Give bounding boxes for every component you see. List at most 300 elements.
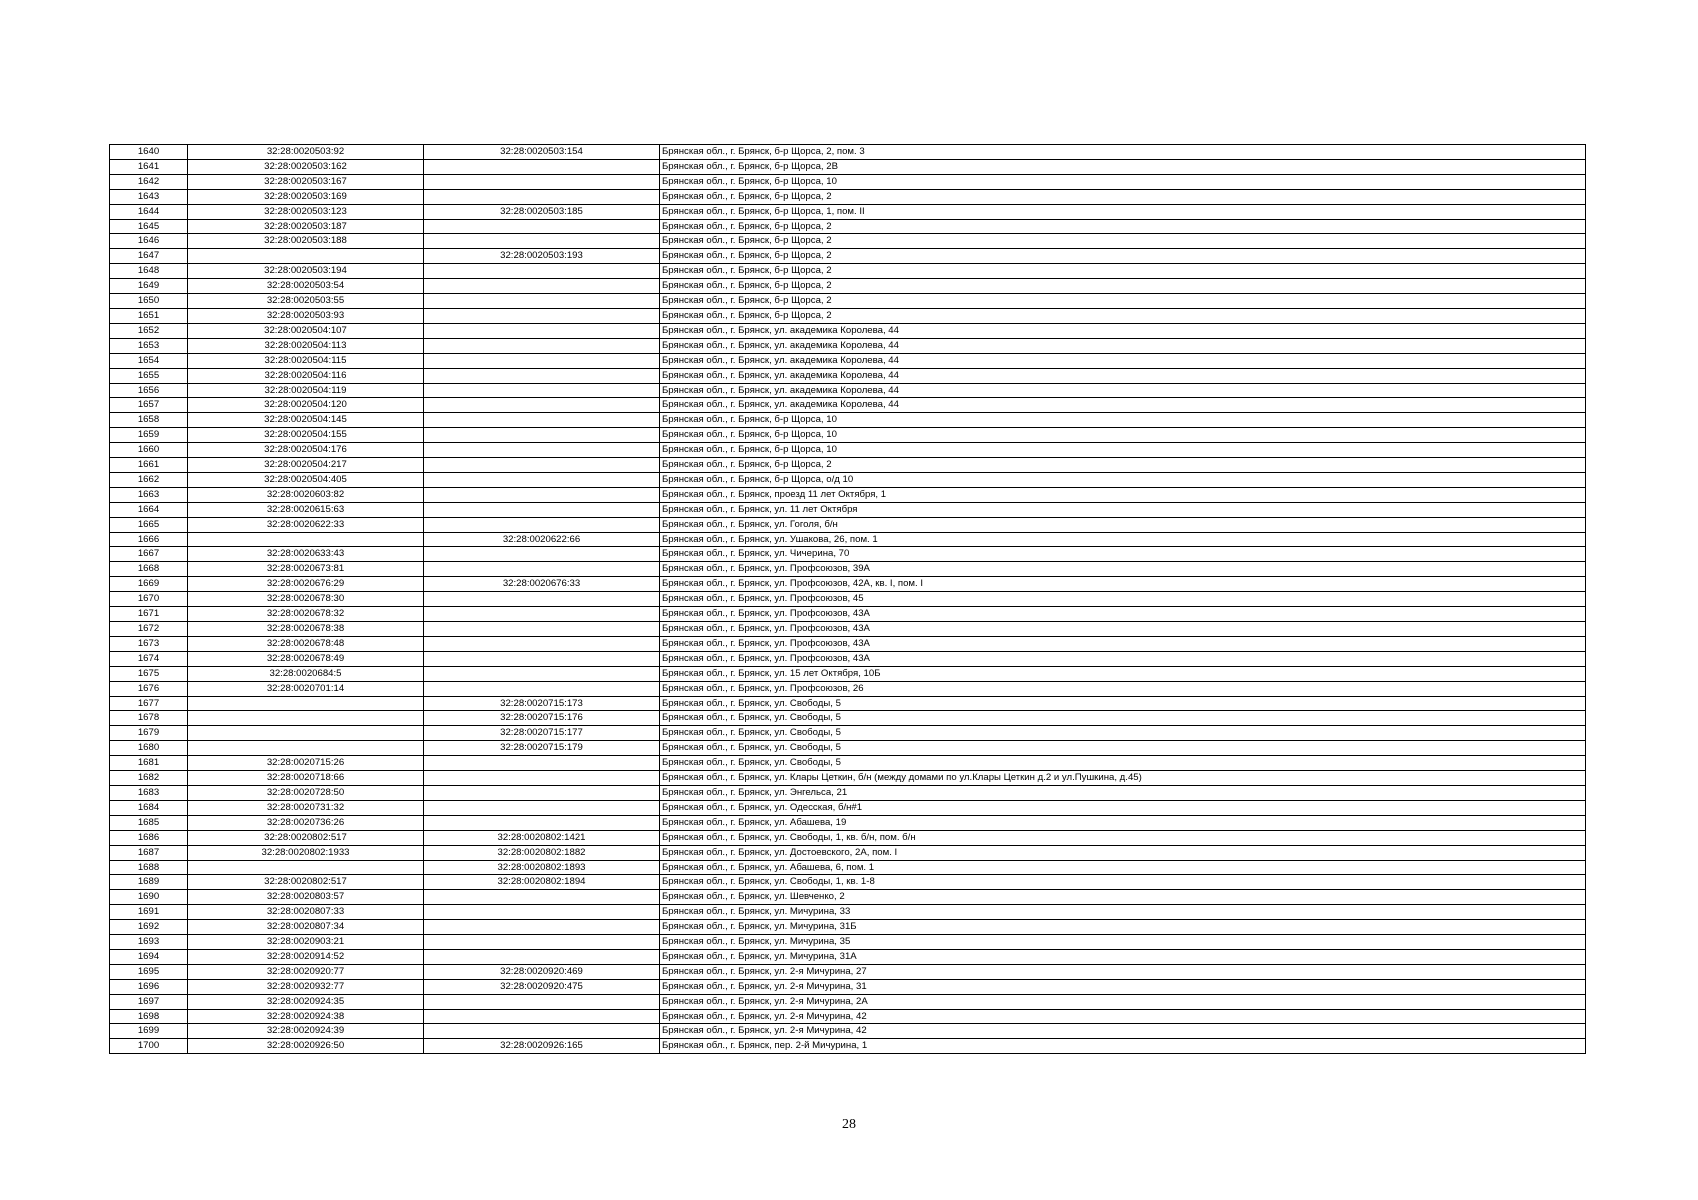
related-cadastral-number-cell: 32:28:0020715:179 [424, 741, 660, 756]
related-cadastral-number-cell: 32:28:0020920:475 [424, 979, 660, 994]
address-cell: Брянская обл., г. Брянск, б-р Щорса, 2 [660, 189, 1586, 204]
address-cell: Брянская обл., г. Брянск, ул. Мичурина, 35 [660, 935, 1586, 950]
table-row [110, 845, 1586, 860]
address-cell: Брянская обл., г. Брянск, ул. Ушакова, 26, пом. 1 [660, 532, 1586, 547]
related-cadastral-number-cell [424, 1024, 660, 1039]
row-number-cell: 1661 [110, 458, 188, 473]
address-cell: Брянская обл., г. Брянск, ул. Абашева, 6, пом. 1 [660, 860, 1586, 875]
related-cadastral-number-cell: 32:28:0020503:154 [424, 145, 660, 160]
related-cadastral-number-cell: 32:28:0020926:165 [424, 1039, 660, 1054]
table-row [110, 145, 1586, 160]
row-number-cell: 1656 [110, 383, 188, 398]
cadastral-number-cell: 32:28:0020701:14 [188, 681, 424, 696]
row-number-cell: 1657 [110, 398, 188, 413]
table-row [110, 443, 1586, 458]
cadastral-number-cell: 32:28:0020678:49 [188, 651, 424, 666]
address-cell: Брянская обл., г. Брянск, ул. 11 лет Октября [660, 502, 1586, 517]
row-number-cell: 1694 [110, 949, 188, 964]
cadastral-number-cell: 32:28:0020504:119 [188, 383, 424, 398]
row-number-cell: 1641 [110, 159, 188, 174]
table-row [110, 890, 1586, 905]
row-number-cell: 1659 [110, 428, 188, 443]
row-number-cell: 1664 [110, 502, 188, 517]
table-row [110, 264, 1586, 279]
address-cell: Брянская обл., г. Брянск, б-р Щорса, 10 [660, 413, 1586, 428]
cadastral-number-cell: 32:28:0020603:82 [188, 487, 424, 502]
table-row [110, 830, 1586, 845]
address-cell: Брянская обл., г. Брянск, ул. Свободы, 5 [660, 711, 1586, 726]
cadastral-number-cell: 32:28:0020622:33 [188, 517, 424, 532]
address-cell: Брянская обл., г. Брянск, б-р Щорса, 2 [660, 234, 1586, 249]
address-cell: Брянская обл., г. Брянск, б-р Щорса, 1, пом. II [660, 204, 1586, 219]
related-cadastral-number-cell [424, 294, 660, 309]
cadastral-number-cell: 32:28:0020504:176 [188, 443, 424, 458]
cadastral-number-cell: 32:28:0020504:116 [188, 368, 424, 383]
table-row [110, 159, 1586, 174]
row-number-cell: 1650 [110, 294, 188, 309]
cadastral-number-cell [188, 532, 424, 547]
cadastral-number-cell: 32:28:0020503:162 [188, 159, 424, 174]
cadastral-number-cell: 32:28:0020736:26 [188, 815, 424, 830]
table-row [110, 726, 1586, 741]
row-number-cell: 1646 [110, 234, 188, 249]
address-cell: Брянская обл., г. Брянск, б-р Щорса, 10 [660, 428, 1586, 443]
cadastral-number-cell: 32:28:0020504:115 [188, 353, 424, 368]
cadastral-number-cell: 32:28:0020676:29 [188, 577, 424, 592]
address-cell: Брянская обл., г. Брянск, ул. академика Королева, 44 [660, 398, 1586, 413]
cadastral-number-cell: 32:28:0020503:123 [188, 204, 424, 219]
cadastral-number-cell: 32:28:0020678:48 [188, 636, 424, 651]
table-row [110, 860, 1586, 875]
cadastral-number-cell [188, 249, 424, 264]
table-row [110, 711, 1586, 726]
cadastral-number-cell: 32:28:0020684:5 [188, 666, 424, 681]
address-cell: Брянская обл., г. Брянск, ул. академика Королева, 44 [660, 368, 1586, 383]
row-number-cell: 1674 [110, 651, 188, 666]
row-number-cell: 1678 [110, 711, 188, 726]
related-cadastral-number-cell: 32:28:0020802:1421 [424, 830, 660, 845]
table-row [110, 368, 1586, 383]
page-number: 28 [842, 1117, 856, 1132]
table-row [110, 756, 1586, 771]
related-cadastral-number-cell: 32:28:0020622:66 [424, 532, 660, 547]
row-number-cell: 1699 [110, 1024, 188, 1039]
related-cadastral-number-cell [424, 502, 660, 517]
table-row [110, 1024, 1586, 1039]
related-cadastral-number-cell: 32:28:0020802:1882 [424, 845, 660, 860]
cadastral-number-cell: 32:28:0020718:66 [188, 771, 424, 786]
related-cadastral-number-cell [424, 174, 660, 189]
cadastral-number-cell: 32:28:0020924:35 [188, 994, 424, 1009]
cadastral-number-cell: 32:28:0020807:34 [188, 920, 424, 935]
related-cadastral-number-cell [424, 189, 660, 204]
address-cell: Брянская обл., г. Брянск, б-р Щорса, 2 [660, 458, 1586, 473]
address-cell: Брянская обл., г. Брянск, ул. Абашева, 19 [660, 815, 1586, 830]
row-number-cell: 1671 [110, 607, 188, 622]
related-cadastral-number-cell: 32:28:0020503:185 [424, 204, 660, 219]
related-cadastral-number-cell [424, 562, 660, 577]
row-number-cell: 1651 [110, 308, 188, 323]
row-number-cell: 1669 [110, 577, 188, 592]
row-number-cell: 1675 [110, 666, 188, 681]
row-number-cell: 1676 [110, 681, 188, 696]
table-row [110, 502, 1586, 517]
address-cell: Брянская обл., г. Брянск, ул. Мичурина, 31А [660, 949, 1586, 964]
table-row [110, 517, 1586, 532]
cadastral-number-cell: 32:28:0020731:32 [188, 800, 424, 815]
row-number-cell: 1648 [110, 264, 188, 279]
table-row [110, 607, 1586, 622]
row-number-cell: 1686 [110, 830, 188, 845]
table-row [110, 204, 1586, 219]
cadastral-number-cell: 32:28:0020803:57 [188, 890, 424, 905]
table-row [110, 875, 1586, 890]
row-number-cell: 1653 [110, 338, 188, 353]
related-cadastral-number-cell [424, 756, 660, 771]
row-number-cell: 1687 [110, 845, 188, 860]
cadastral-number-cell: 32:28:0020504:405 [188, 472, 424, 487]
table-row [110, 458, 1586, 473]
cadastral-number-cell: 32:28:0020807:33 [188, 905, 424, 920]
address-cell: Брянская обл., г. Брянск, ул. Свободы, 5 [660, 756, 1586, 771]
row-number-cell: 1688 [110, 860, 188, 875]
related-cadastral-number-cell [424, 398, 660, 413]
related-cadastral-number-cell [424, 458, 660, 473]
related-cadastral-number-cell [424, 935, 660, 950]
table-row [110, 353, 1586, 368]
address-cell: Брянская обл., г. Брянск, ул. Профсоюзов, 45 [660, 592, 1586, 607]
address-cell: Брянская обл., г. Брянск, проезд 11 лет Октября, 1 [660, 487, 1586, 502]
related-cadastral-number-cell: 32:28:0020715:173 [424, 696, 660, 711]
table-row [110, 651, 1586, 666]
table-row [110, 994, 1586, 1009]
cadastral-number-cell: 32:28:0020503:188 [188, 234, 424, 249]
cadastral-number-cell: 32:28:0020503:194 [188, 264, 424, 279]
table-row [110, 741, 1586, 756]
row-number-cell: 1672 [110, 622, 188, 637]
cadastral-number-cell: 32:28:0020503:187 [188, 219, 424, 234]
related-cadastral-number-cell [424, 890, 660, 905]
related-cadastral-number-cell [424, 547, 660, 562]
address-cell: Брянская обл., г. Брянск, ул. Гоголя, б/н [660, 517, 1586, 532]
cadastral-number-cell: 32:28:0020633:43 [188, 547, 424, 562]
address-cell: Брянская обл., г. Брянск, б-р Щорса, 2, пом. 3 [660, 145, 1586, 160]
cadastral-number-cell: 32:28:0020728:50 [188, 785, 424, 800]
related-cadastral-number-cell [424, 383, 660, 398]
table-row [110, 383, 1586, 398]
cadastral-number-cell: 32:28:0020504:217 [188, 458, 424, 473]
row-number-cell: 1679 [110, 726, 188, 741]
address-cell: Брянская обл., г. Брянск, ул. Достоевского, 2А, пом. I [660, 845, 1586, 860]
table-row [110, 979, 1586, 994]
row-number-cell: 1642 [110, 174, 188, 189]
row-number-cell: 1643 [110, 189, 188, 204]
related-cadastral-number-cell [424, 234, 660, 249]
address-cell: Брянская обл., г. Брянск, ул. академика Королева, 44 [660, 383, 1586, 398]
address-cell: Брянская обл., г. Брянск, б-р Щорса, 2 [660, 264, 1586, 279]
address-cell: Брянская обл., г. Брянск, ул. Свободы, 1, кв. б/н, пом. б/н [660, 830, 1586, 845]
address-cell: Брянская обл., г. Брянск, ул. Профсоюзов, 43А [660, 622, 1586, 637]
table-body [110, 145, 1586, 1054]
table-row [110, 472, 1586, 487]
row-number-cell: 1683 [110, 785, 188, 800]
related-cadastral-number-cell [424, 800, 660, 815]
cadastral-number-cell: 32:28:0020503:55 [188, 294, 424, 309]
cadastral-number-cell: 32:28:0020903:21 [188, 935, 424, 950]
related-cadastral-number-cell [424, 353, 660, 368]
table-row [110, 547, 1586, 562]
cadastral-number-cell: 32:28:0020715:26 [188, 756, 424, 771]
cadastral-number-cell: 32:28:0020504:120 [188, 398, 424, 413]
row-number-cell: 1681 [110, 756, 188, 771]
cadastral-number-cell: 32:28:0020504:145 [188, 413, 424, 428]
table-row [110, 249, 1586, 264]
table-row [110, 1039, 1586, 1054]
cadastral-number-cell: 32:28:0020802:1933 [188, 845, 424, 860]
address-cell: Брянская обл., г. Брянск, ул. Профсоюзов, 39А [660, 562, 1586, 577]
row-number-cell: 1668 [110, 562, 188, 577]
address-cell: Брянская обл., г. Брянск, б-р Щорса, 2 [660, 308, 1586, 323]
table-row [110, 592, 1586, 607]
row-number-cell: 1673 [110, 636, 188, 651]
row-number-cell: 1698 [110, 1009, 188, 1024]
table-row [110, 949, 1586, 964]
row-number-cell: 1666 [110, 532, 188, 547]
table-row [110, 666, 1586, 681]
related-cadastral-number-cell [424, 472, 660, 487]
related-cadastral-number-cell [424, 413, 660, 428]
row-number-cell: 1665 [110, 517, 188, 532]
address-cell: Брянская обл., г. Брянск, ул. 2-я Мичурина, 27 [660, 964, 1586, 979]
address-cell: Брянская обл., г. Брянск, б-р Щорса, 10 [660, 174, 1586, 189]
address-cell: Брянская обл., г. Брянск, б-р Щорса, 2В [660, 159, 1586, 174]
row-number-cell: 1696 [110, 979, 188, 994]
table-row [110, 562, 1586, 577]
cadastral-number-cell: 32:28:0020802:517 [188, 875, 424, 890]
cadastral-number-cell: 32:28:0020504:113 [188, 338, 424, 353]
address-cell: Брянская обл., г. Брянск, пер. 2-й Мичурина, 1 [660, 1039, 1586, 1054]
address-cell: Брянская обл., г. Брянск, ул. 15 лет Октября, 10Б [660, 666, 1586, 681]
table-row [110, 487, 1586, 502]
address-cell: Брянская обл., г. Брянск, ул. Энгельса, 21 [660, 785, 1586, 800]
address-cell: Брянская обл., г. Брянск, ул. 2-я Мичурина, 42 [660, 1009, 1586, 1024]
table-row [110, 294, 1586, 309]
related-cadastral-number-cell [424, 994, 660, 1009]
table-row [110, 785, 1586, 800]
cadastral-number-cell: 32:28:0020932:77 [188, 979, 424, 994]
row-number-cell: 1677 [110, 696, 188, 711]
table-row [110, 279, 1586, 294]
cadastral-number-cell [188, 860, 424, 875]
row-number-cell: 1691 [110, 905, 188, 920]
address-cell: Брянская обл., г. Брянск, ул. 2-я Мичурина, 31 [660, 979, 1586, 994]
table-row [110, 905, 1586, 920]
related-cadastral-number-cell [424, 592, 660, 607]
table-row [110, 189, 1586, 204]
related-cadastral-number-cell [424, 607, 660, 622]
address-cell: Брянская обл., г. Брянск, ул. академика Королева, 44 [660, 353, 1586, 368]
registry-table [109, 144, 1586, 1054]
cadastral-number-cell [188, 741, 424, 756]
table-row [110, 696, 1586, 711]
address-cell: Брянская обл., г. Брянск, б-р Щорса, 2 [660, 249, 1586, 264]
cadastral-number-cell: 32:28:0020802:517 [188, 830, 424, 845]
row-number-cell: 1654 [110, 353, 188, 368]
address-cell: Брянская обл., г. Брянск, ул. Мичурина, 31Б [660, 920, 1586, 935]
address-cell: Брянская обл., г. Брянск, ул. Профсоюзов, 43А [660, 651, 1586, 666]
related-cadastral-number-cell [424, 666, 660, 681]
cadastral-number-cell: 32:28:0020503:54 [188, 279, 424, 294]
cadastral-number-cell: 32:28:0020503:93 [188, 308, 424, 323]
related-cadastral-number-cell [424, 785, 660, 800]
row-number-cell: 1663 [110, 487, 188, 502]
cadastral-number-cell: 32:28:0020503:92 [188, 145, 424, 160]
table-row [110, 219, 1586, 234]
row-number-cell: 1682 [110, 771, 188, 786]
related-cadastral-number-cell [424, 264, 660, 279]
row-number-cell: 1640 [110, 145, 188, 160]
row-number-cell: 1658 [110, 413, 188, 428]
address-cell: Брянская обл., г. Брянск, б-р Щорса, 10 [660, 443, 1586, 458]
related-cadastral-number-cell [424, 279, 660, 294]
related-cadastral-number-cell: 32:28:0020802:1894 [424, 875, 660, 890]
table-row [110, 338, 1586, 353]
table-row [110, 532, 1586, 547]
row-number-cell: 1660 [110, 443, 188, 458]
related-cadastral-number-cell [424, 338, 660, 353]
cadastral-number-cell: 32:28:0020504:155 [188, 428, 424, 443]
cadastral-number-cell: 32:28:0020924:38 [188, 1009, 424, 1024]
related-cadastral-number-cell [424, 308, 660, 323]
row-number-cell: 1645 [110, 219, 188, 234]
related-cadastral-number-cell [424, 159, 660, 174]
row-number-cell: 1700 [110, 1039, 188, 1054]
row-number-cell: 1652 [110, 323, 188, 338]
address-cell: Брянская обл., г. Брянск, ул. Свободы, 5 [660, 696, 1586, 711]
address-cell: Брянская обл., г. Брянск, ул. 2-я Мичурина, 2А [660, 994, 1586, 1009]
related-cadastral-number-cell [424, 771, 660, 786]
address-cell: Брянская обл., г. Брянск, б-р Щорса, о/д 10 [660, 472, 1586, 487]
address-cell: Брянская обл., г. Брянск, б-р Щорса, 2 [660, 294, 1586, 309]
row-number-cell: 1662 [110, 472, 188, 487]
row-number-cell: 1649 [110, 279, 188, 294]
related-cadastral-number-cell [424, 949, 660, 964]
row-number-cell: 1647 [110, 249, 188, 264]
cadastral-number-cell: 32:28:0020920:77 [188, 964, 424, 979]
related-cadastral-number-cell [424, 651, 660, 666]
table-row [110, 577, 1586, 592]
table-row [110, 308, 1586, 323]
address-cell: Брянская обл., г. Брянск, ул. Свободы, 5 [660, 726, 1586, 741]
related-cadastral-number-cell: 32:28:0020920:469 [424, 964, 660, 979]
table-row [110, 234, 1586, 249]
related-cadastral-number-cell: 32:28:0020676:33 [424, 577, 660, 592]
table-row [110, 800, 1586, 815]
table-row [110, 174, 1586, 189]
cadastral-number-cell: 32:28:0020926:50 [188, 1039, 424, 1054]
related-cadastral-number-cell [424, 219, 660, 234]
table-row [110, 636, 1586, 651]
related-cadastral-number-cell [424, 622, 660, 637]
row-number-cell: 1692 [110, 920, 188, 935]
cadastral-number-cell: 32:28:0020678:38 [188, 622, 424, 637]
address-cell: Брянская обл., г. Брянск, ул. Профсоюзов, 43А [660, 607, 1586, 622]
table-row [110, 622, 1586, 637]
address-cell: Брянская обл., г. Брянск, ул. Одесская, б/н#1 [660, 800, 1586, 815]
table-row [110, 815, 1586, 830]
address-cell: Брянская обл., г. Брянск, ул. Чичерина, 70 [660, 547, 1586, 562]
table-row [110, 428, 1586, 443]
address-cell: Брянская обл., г. Брянск, ул. Мичурина, 33 [660, 905, 1586, 920]
cadastral-number-cell: 32:28:0020678:30 [188, 592, 424, 607]
address-cell: Брянская обл., г. Брянск, б-р Щорса, 2 [660, 219, 1586, 234]
table-row [110, 1009, 1586, 1024]
cadastral-number-cell [188, 711, 424, 726]
related-cadastral-number-cell [424, 905, 660, 920]
row-number-cell: 1697 [110, 994, 188, 1009]
table-row [110, 323, 1586, 338]
cadastral-number-cell: 32:28:0020503:169 [188, 189, 424, 204]
cadastral-number-cell: 32:28:0020504:107 [188, 323, 424, 338]
cadastral-number-cell: 32:28:0020924:39 [188, 1024, 424, 1039]
address-cell: Брянская обл., г. Брянск, б-р Щорса, 2 [660, 279, 1586, 294]
cadastral-number-cell: 32:28:0020673:81 [188, 562, 424, 577]
address-cell: Брянская обл., г. Брянск, ул. Клары Цеткин, б/н (между домами по ул.Клары Цеткин д.2 и ул.Пушкина, д.45) [660, 771, 1586, 786]
address-cell: Брянская обл., г. Брянск, ул. академика Королева, 44 [660, 323, 1586, 338]
address-cell: Брянская обл., г. Брянск, ул. Профсоюзов, 43А [660, 636, 1586, 651]
related-cadastral-number-cell [424, 920, 660, 935]
row-number-cell: 1695 [110, 964, 188, 979]
related-cadastral-number-cell [424, 428, 660, 443]
row-number-cell: 1655 [110, 368, 188, 383]
row-number-cell: 1693 [110, 935, 188, 950]
table-row [110, 398, 1586, 413]
related-cadastral-number-cell [424, 517, 660, 532]
cadastral-number-cell: 32:28:0020503:167 [188, 174, 424, 189]
related-cadastral-number-cell [424, 368, 660, 383]
address-cell: Брянская обл., г. Брянск, ул. Профсоюзов, 42А, кв. I, пом. I [660, 577, 1586, 592]
related-cadastral-number-cell: 32:28:0020802:1893 [424, 860, 660, 875]
row-number-cell: 1670 [110, 592, 188, 607]
cadastral-number-cell: 32:28:0020914:52 [188, 949, 424, 964]
cadastral-number-cell [188, 726, 424, 741]
related-cadastral-number-cell [424, 323, 660, 338]
address-cell: Брянская обл., г. Брянск, ул. Свободы, 1, кв. 1-8 [660, 875, 1586, 890]
table-row [110, 920, 1586, 935]
related-cadastral-number-cell [424, 487, 660, 502]
related-cadastral-number-cell [424, 815, 660, 830]
row-number-cell: 1684 [110, 800, 188, 815]
row-number-cell: 1689 [110, 875, 188, 890]
table-row [110, 935, 1586, 950]
address-cell: Брянская обл., г. Брянск, ул. Профсоюзов, 26 [660, 681, 1586, 696]
row-number-cell: 1685 [110, 815, 188, 830]
address-cell: Брянская обл., г. Брянск, ул. Шевченко, 2 [660, 890, 1586, 905]
cadastral-number-cell: 32:28:0020678:32 [188, 607, 424, 622]
address-cell: Брянская обл., г. Брянск, ул. Свободы, 5 [660, 741, 1586, 756]
table-row [110, 771, 1586, 786]
cadastral-number-cell [188, 696, 424, 711]
related-cadastral-number-cell [424, 1009, 660, 1024]
row-number-cell: 1690 [110, 890, 188, 905]
address-cell: Брянская обл., г. Брянск, ул. академика Королева, 44 [660, 338, 1586, 353]
row-number-cell: 1667 [110, 547, 188, 562]
related-cadastral-number-cell [424, 636, 660, 651]
related-cadastral-number-cell: 32:28:0020503:193 [424, 249, 660, 264]
table-row [110, 413, 1586, 428]
cadastral-number-cell: 32:28:0020615:63 [188, 502, 424, 517]
related-cadastral-number-cell [424, 443, 660, 458]
